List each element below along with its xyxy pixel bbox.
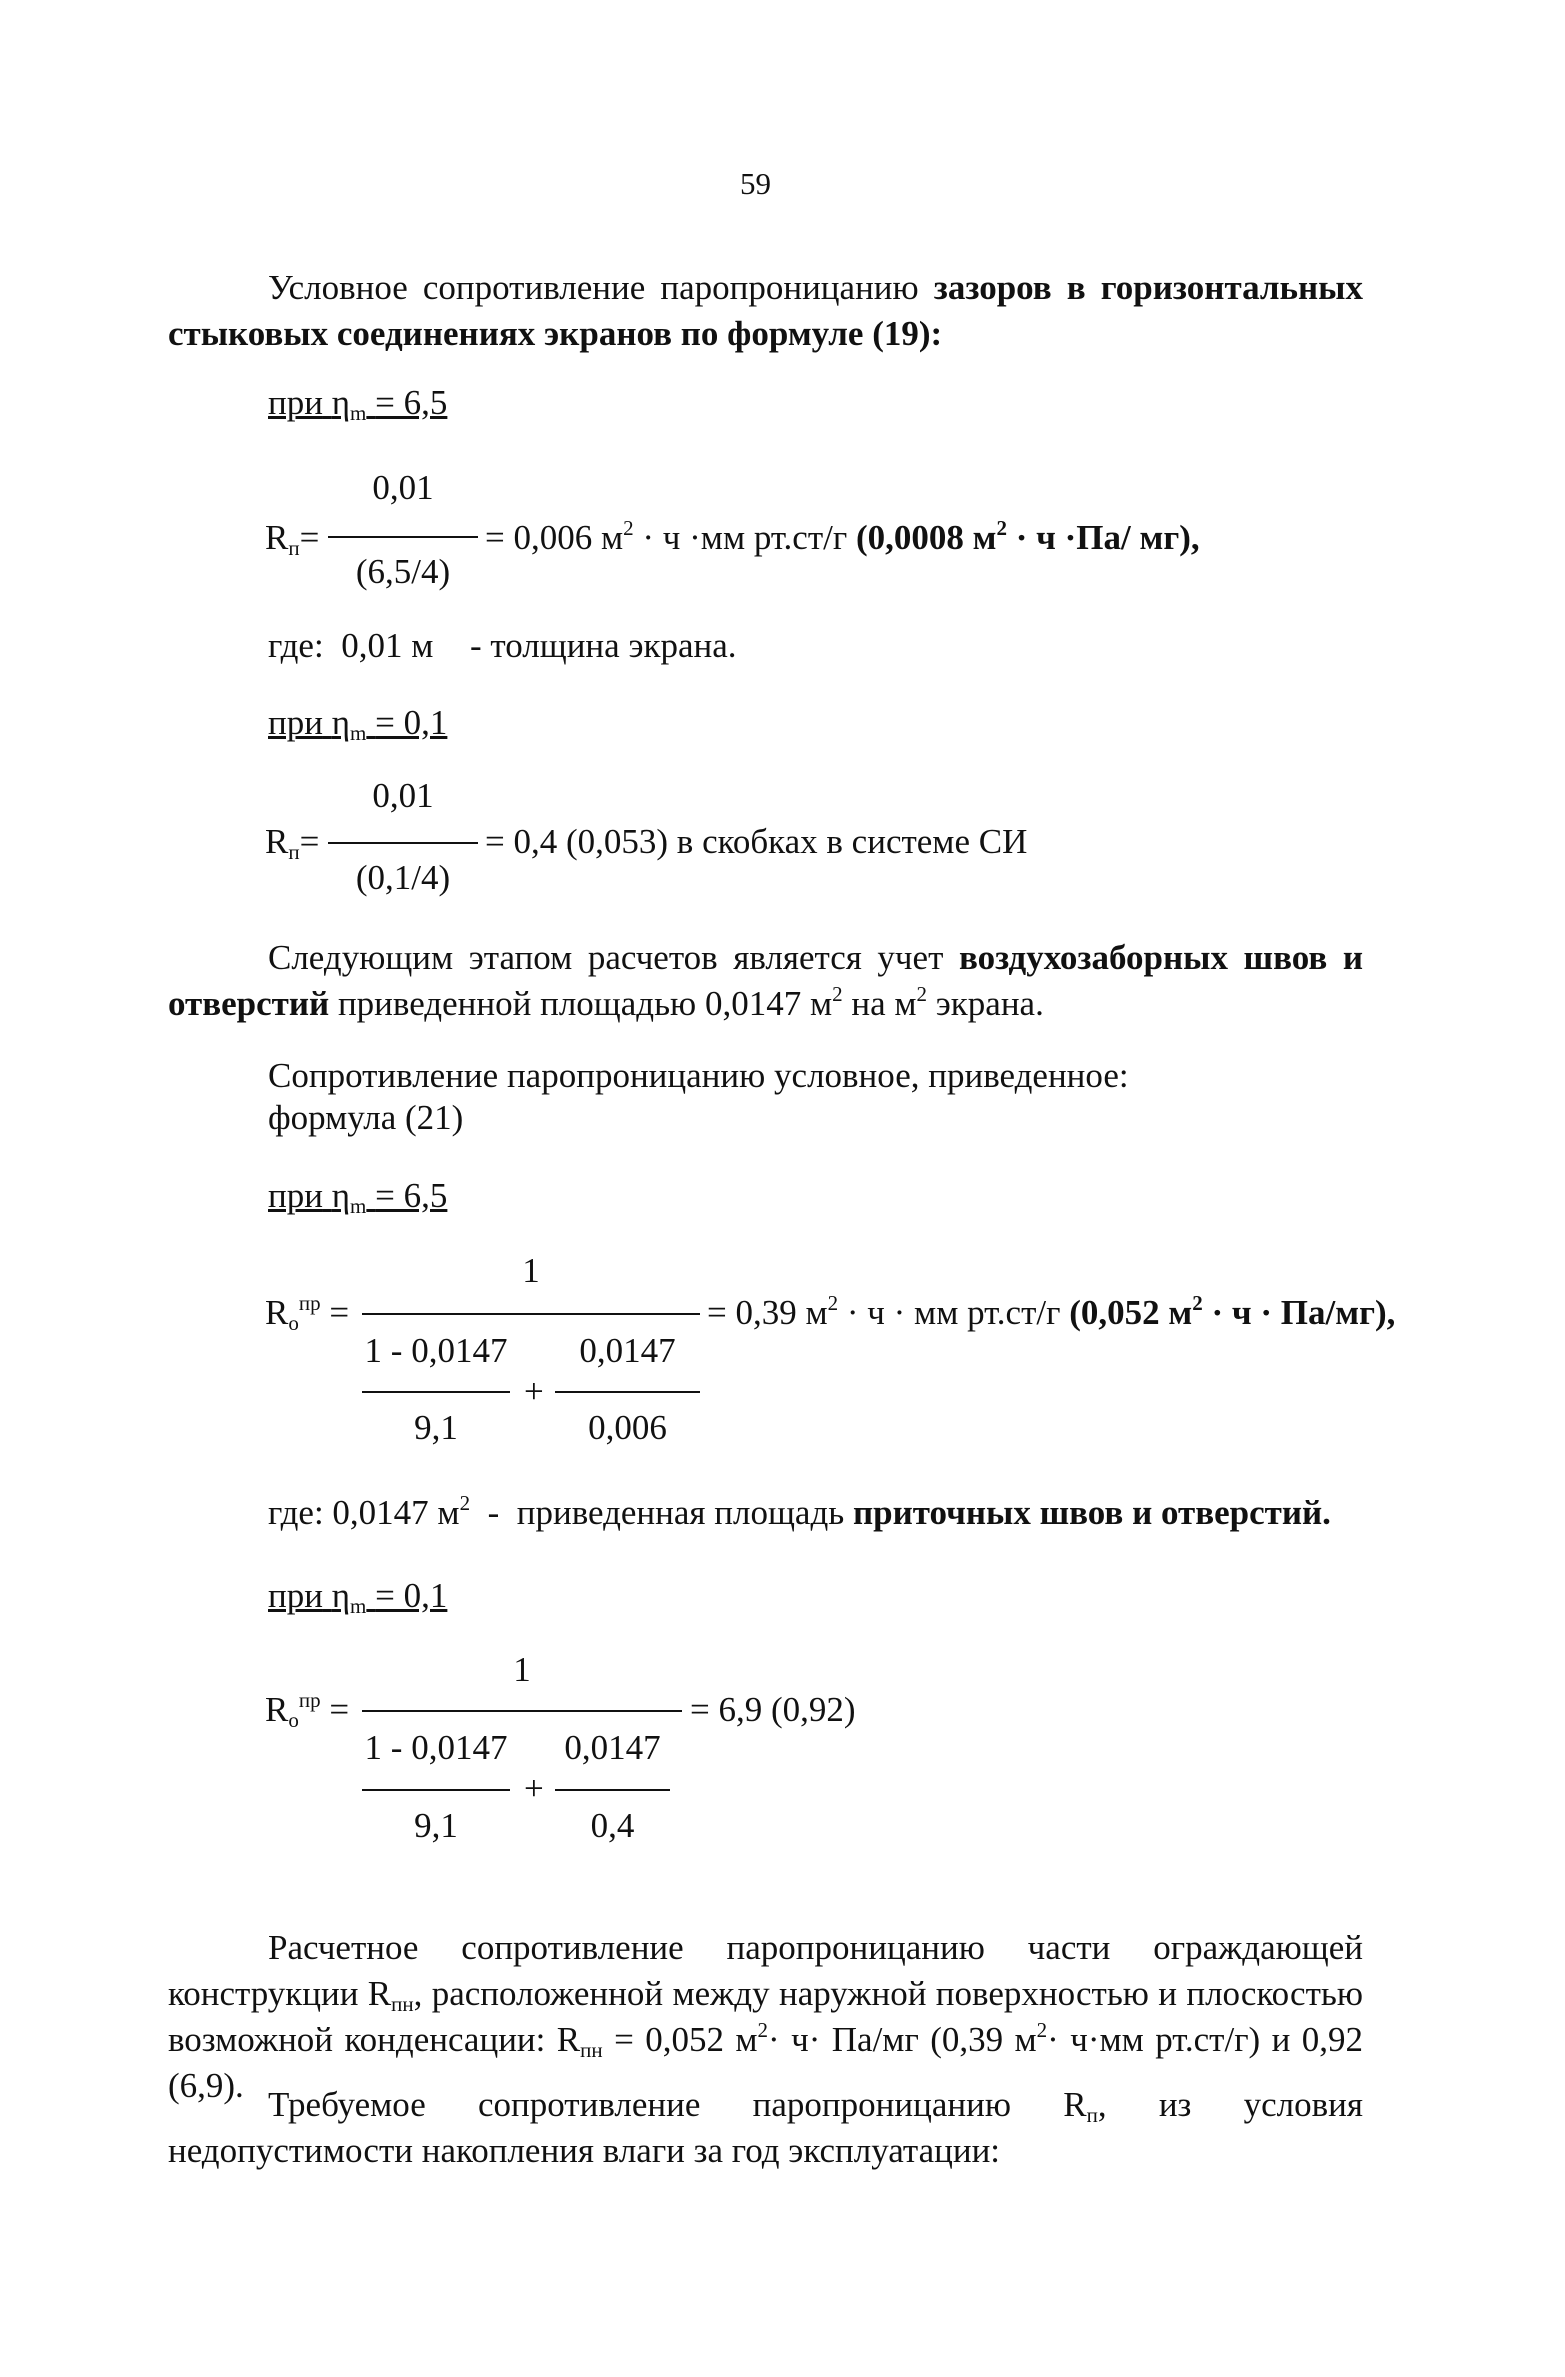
formula-lhs: $R_o^{пр}$ = — [265, 1291, 350, 1335]
fraction-numerator: 0,01 — [372, 468, 434, 507]
case-heading-0-1: при $\eta_m = 0,1$ — [268, 703, 448, 745]
sub-fraction-2-bar — [555, 1789, 670, 1791]
formula-result: = 0,39 $м^2 \cdot ч$ · мм рт.ст/г (0,052 $м^2 \cdot ч \cdot Па/мг$), — [707, 1291, 1396, 1332]
case-heading-6-5-b: при $\eta_m = 6,5$ — [268, 1176, 448, 1218]
fraction-numerator: 1 — [522, 1251, 540, 1290]
sub-fraction-1-denominator: 9,1 — [414, 1408, 458, 1447]
case-heading-6-5 — [268, 383, 448, 425]
fraction-denominator: (6,5/4) — [355, 552, 451, 591]
plus-sign: + — [524, 1372, 544, 1411]
where-desc: - толщина экрана. — [470, 626, 737, 665]
paragraph-required-resistance: Требуемое сопротивление паропроницанию $R_п$, из условия недопустимости накопления влаги за год эксплуатации: — [168, 2085, 1363, 2170]
fraction-numerator: 1 — [513, 1650, 531, 1689]
formula-result: = 0,006 $м^2 \cdot ч \cdot мм$ рт.ст/г (0,0008 $м^2 \cdot ч \cdot Па/$ мг), — [485, 516, 1200, 557]
paragraph-calculated-resistance: Расчетное сопротивление паропроницанию части ограждающей конструкции $R_{пн}$, расположенной между наружной поверхностью и плоскостью возможной конденсации: $R_{пн} = 0,052$ $м^2\cdot ч\cdot Па/мг$ (0,39 $м^2\cdot ч\cdot мм$ рт.ст/г) и 0,92 (6,9). — [168, 1928, 1364, 2105]
fraction-denominator: (0,1/4) — [355, 858, 451, 897]
sub-fraction-2-denominator: 0,4 — [590, 1806, 635, 1845]
eta-value: = 6,5 — [375, 383, 448, 422]
fraction-bar — [328, 842, 478, 844]
sub-fraction-1-numerator: 1 - 0,0147 — [364, 1728, 508, 1767]
where-reduced-area: где: 0,0147 $м^2$ - приведенная площадь приточных швов и отверстий. — [268, 1491, 1331, 1532]
label-pri: при — [268, 383, 323, 422]
eta-symbol: η — [331, 383, 351, 422]
where-screen-thickness: где: 0,01 м — [268, 626, 434, 665]
formula-lhs: $R_п=$ — [265, 518, 320, 560]
sub-fraction-1-numerator: 1 - 0,0147 — [364, 1331, 508, 1370]
paragraph-reduced-resistance: Сопротивление паропроницанию условное, приведенное: — [268, 1056, 1129, 1095]
sub-fraction-2-numerator: 0,0147 — [564, 1728, 661, 1767]
eta-subscript: m — [350, 401, 367, 425]
case-heading-0-1-b: при $\eta_m = 0,1$ — [268, 1576, 448, 1618]
formula-lhs: $R_п=$ — [265, 822, 320, 864]
formula-reference: формула (21) — [268, 1098, 464, 1137]
fraction-numerator: 0,01 — [372, 776, 434, 815]
fraction-bar-main — [362, 1313, 700, 1315]
sub-fraction-1-denominator: 9,1 — [414, 1806, 458, 1845]
page-number: 59 — [740, 166, 771, 201]
paragraph-next-stage: Следующим этапом расчетов является учет воздухозаборных швов и отверстий приведенной площадью 0,0147 $м^2$ на $м^2$ экрана. — [168, 938, 1363, 1023]
sub-fraction-1-bar — [362, 1391, 510, 1393]
sub-fraction-2-bar — [555, 1391, 700, 1393]
text-bold: зазоров в горизонтальных стыковых соединениях экранов по формуле (19): — [168, 268, 1364, 353]
plus-sign: + — [524, 1769, 544, 1808]
sub-fraction-2-numerator: 0,0147 — [579, 1331, 676, 1370]
sub-fraction-1-bar — [362, 1789, 510, 1791]
formula-lhs: $R_o^{пр}$ = — [265, 1688, 350, 1732]
text-normal: Условное сопротивление паропроницанию — [268, 268, 919, 307]
sub-fraction-2-denominator: 0,006 — [588, 1408, 667, 1447]
formula-result: = 6,9 (0,92) — [690, 1690, 856, 1729]
formula-result: = 0,4 (0,053) в скобках в системе СИ — [485, 822, 1028, 861]
fraction-bar-main — [362, 1710, 682, 1712]
paragraph-gap-resistance — [168, 265, 1363, 357]
fraction-bar — [328, 536, 478, 538]
